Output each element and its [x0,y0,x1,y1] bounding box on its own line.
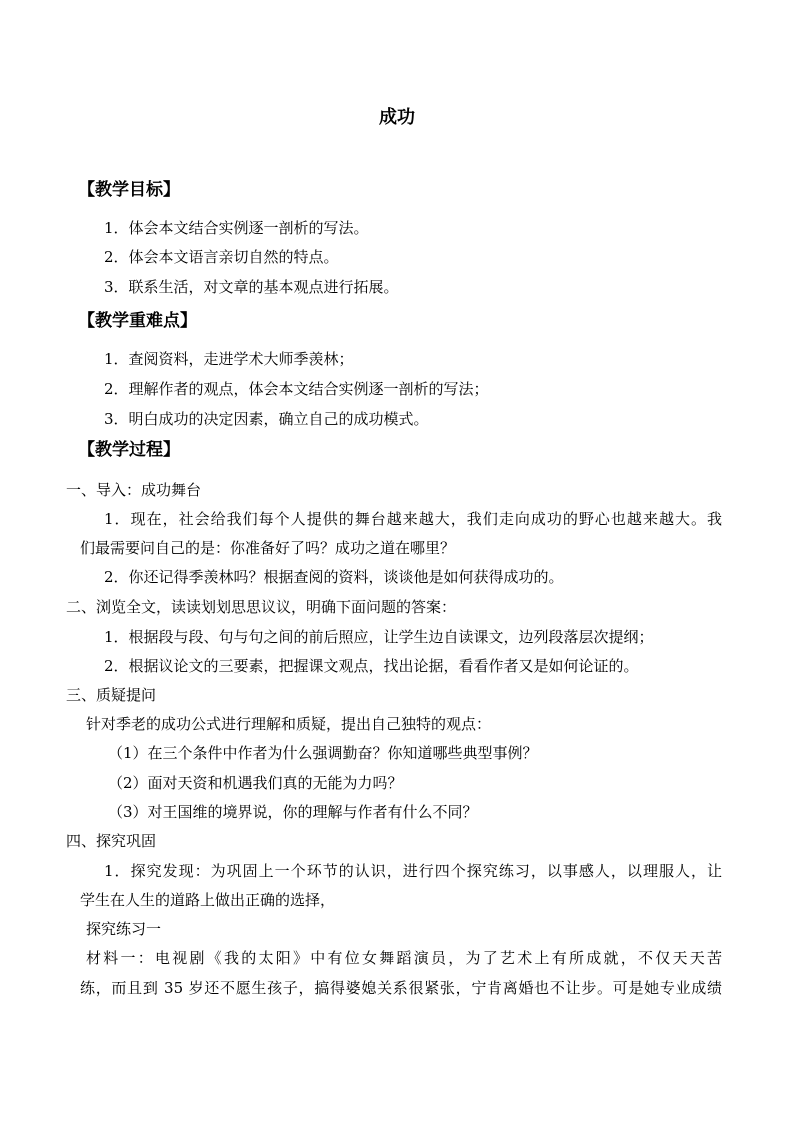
key-point-item: 1．查阅资料，走进学术大师季羡林； [104,350,354,368]
process-paragraph-line: 学生在人生的道路上做出正确的选择， [80,891,336,909]
key-point-item: 3．明白成功的决定因素，确立自己的成功模式。 [104,410,429,428]
process-paragraph-line: 练，而且到 35 岁还不愿生孩子，搞得婆媳关系很紧张，宁肯离婚也不让步。可是她专业成绩 [80,979,722,997]
section-heading-key-points: 【教学重难点】 [78,311,197,331]
exercise-heading: 探究练习一 [86,920,162,938]
key-point-item: 2．理解作者的观点，体会本文结合实例逐一剖析的写法； [104,380,489,398]
question-item: （1）在三个条件中作者为什么强调勤奋？你知道哪些典型事例？ [108,744,538,762]
process-paragraph-line: 2．根据议论文的三要素，把握课文观点，找出论据，看看作者又是如何论证的。 [104,657,639,675]
section-heading-process: 【教学过程】 [78,440,180,460]
process-paragraph-line: 2．你还记得季羡林吗？根据查阅的资料，谈谈他是如何获得成功的。 [104,568,564,586]
process-paragraph-line: 1．根据段与段、句与句之间的前后照应，让学生边自读课文，边列段落层次提纲； [104,628,654,646]
question-item: （2）面对天资和机遇我们真的无能为力吗？ [108,774,403,792]
process-paragraph-line: 针对季老的成功公式进行理解和质疑，提出自己独特的观点： [86,715,492,733]
section-heading-objectives: 【教学目标】 [78,180,180,200]
process-step-heading: 二、浏览全文，读读划划思思议议，明确下面问题的答案： [66,598,457,616]
process-step-heading: 三、质疑提问 [66,686,157,704]
process-paragraph-line: 们最需要问自己的是：你准备好了吗？成功之道在哪里？ [80,539,456,557]
process-paragraph-line: 1．探究发现：为巩固上一个环节的认识，进行四个探究练习，以事感人，以理服人，让 [104,862,722,880]
objective-item: 2．体会本文语言亲切自然的特点。 [104,248,339,266]
objective-item: 1．体会本文结合实例逐一剖析的写法。 [104,219,369,237]
objective-item: 3．联系生活，对文章的基本观点进行拓展。 [104,278,399,296]
document-title: 成功 [379,107,415,128]
question-item: （3）对王国维的境界说，你的理解与作者有什么不同？ [108,803,478,821]
process-paragraph-line: 1．现在，社会给我们每个人提供的舞台越来越大，我们走向成功的野心也越来越大。我 [104,510,722,528]
process-step-heading: 一、导入：成功舞台 [66,481,202,499]
process-step-heading: 四、探究巩固 [66,832,157,850]
process-paragraph-line: 材料一：电视剧《我的太阳》中有位女舞蹈演员，为了艺术上有所成就，不仅天天苦 [86,949,722,967]
